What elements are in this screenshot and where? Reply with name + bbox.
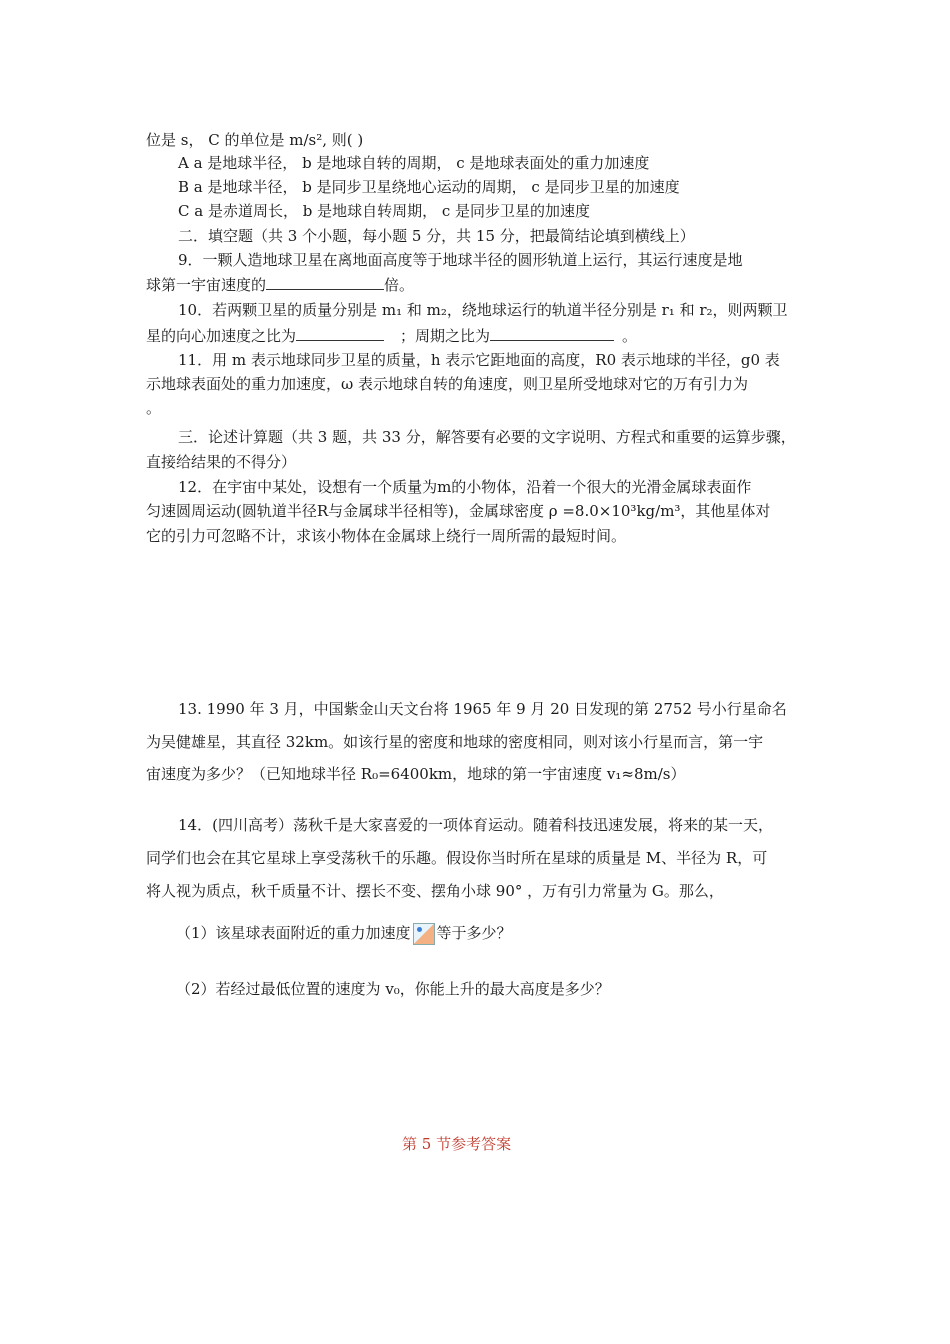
q10-blank-acceleration[interactable] bbox=[296, 324, 384, 341]
section-2-heading: 二．填空题（共 3 个小题，每小题 5 分，共 15 分，把最简结论填到横线上） bbox=[178, 227, 695, 245]
q8-option-c: C a 是赤道周长， b 是地球自转周期， c 是同步卫星的加速度 bbox=[178, 202, 591, 220]
q10-text-a: 星的向心加速度之比为 bbox=[146, 327, 297, 345]
q9-answer-blank[interactable] bbox=[266, 273, 384, 290]
q9-text-b: 倍。 bbox=[384, 276, 415, 294]
question-12-line-3: 它的引力可忽略不计，求该小物体在金属球上绕行一周所需的最短时间。 bbox=[146, 527, 627, 545]
question-9-line-1: 9．一颗人造地球卫星在离地面高度等于地球半径的圆形轨道上运行，其运行速度是地 bbox=[178, 251, 743, 269]
question-12-line-2: 匀速圆周运动(圆轨道半径R与金属球半径相等)，金属球密度 ρ =8.0×10³kg/m³，其他星体对 bbox=[146, 502, 771, 520]
question-9-line-2 bbox=[146, 273, 414, 296]
question-13-line-2: 为吴健雄星，其直径 32km。如该行星的密度和地球的密度相同，则对该小行星而言，第一宇 bbox=[146, 733, 764, 751]
question-13-line-3: 宙速度为多少？（已知地球半径 R₀=6400km，地球的第一宇宙速度 v₁≈8m/s） bbox=[146, 765, 686, 783]
section-3-heading-line-2: 直接给结果的不得分） bbox=[146, 453, 297, 471]
q8-option-a: A a 是地球半径， b 是地球自转的周期， c 是地球表面处的重力加速度 bbox=[178, 154, 650, 172]
question-11-line-2: 示地球表面处的重力加速度，ω 表示地球自转的角速度，则卫星所受地球对它的万有引力为 bbox=[146, 375, 749, 393]
q10-text-b: ；周期之比为 bbox=[400, 327, 491, 345]
q14-sub1-text-a: （1）该星球表面附近的重力加速度 bbox=[176, 924, 411, 942]
question-8-tail: 位是 s， C 的单位是 m/s², 则( ) bbox=[146, 131, 364, 149]
question-10-line-1: 10．若两颗卫星的质量分别是 m₁ 和 m₂，绕地球运行的轨道半径分别是 r₁ 和 r₂，则两颗卫 bbox=[178, 301, 788, 319]
question-14-line-2: 同学们也会在其它星球上享受荡秋千的乐趣。假设你当时所在星球的质量是 M、半径为 R，可 bbox=[146, 849, 768, 867]
question-12-line-1: 12．在宇宙中某处，设想有一个质量为m的小物体，沿着一个很大的光滑金属球表面作 bbox=[178, 478, 752, 496]
question-14-line-1: 14．(四川高考）荡秋千是大家喜爱的一项体育运动。随着科技迅速发展，将来的某一天， bbox=[178, 816, 773, 834]
question-14-sub-2: （2）若经过最低位置的速度为 v₀，你能上升的最大高度是多少？ bbox=[176, 980, 610, 998]
q10-text-c: 。 bbox=[622, 327, 638, 345]
question-13-line-1: 13. 1990 年 3 月，中国紫金山天文台将 1965 年 9 月 20 日发现的第 2752 号小行星命名 bbox=[178, 700, 787, 718]
question-11-line-1: 11．用 m 表示地球同步卫星的质量，h 表示它距地面的高度，R0 表示地球的半径，g0 表 bbox=[178, 351, 780, 369]
section-3-heading-line-1: 三．论述计算题（共 3 题，共 33 分，解答要有必要的文字说明、方程式和重要的运算步骤， bbox=[178, 428, 796, 446]
q9-text-a: 球第一宇宙速度的 bbox=[146, 276, 267, 294]
question-10-line-2 bbox=[146, 324, 637, 347]
question-14-sub-1 bbox=[176, 922, 512, 945]
question-14-line-3: 将人视为质点，秋千质量不计、摆长不变、摆角小球 90° ，万有引力常量为 G。那么， bbox=[146, 882, 724, 900]
q8-option-b: B a 是地球半径， b 是同步卫星绕地心运动的周期， c 是同步卫星的加速度 bbox=[178, 178, 680, 196]
image-placeholder-icon bbox=[413, 923, 435, 945]
q14-sub1-text-b: 等于多少？ bbox=[436, 924, 512, 942]
answers-heading: 第 5 节参考答案 bbox=[402, 1135, 512, 1153]
q10-blank-period[interactable] bbox=[490, 324, 614, 341]
question-11-line-3: 。 bbox=[146, 399, 162, 417]
